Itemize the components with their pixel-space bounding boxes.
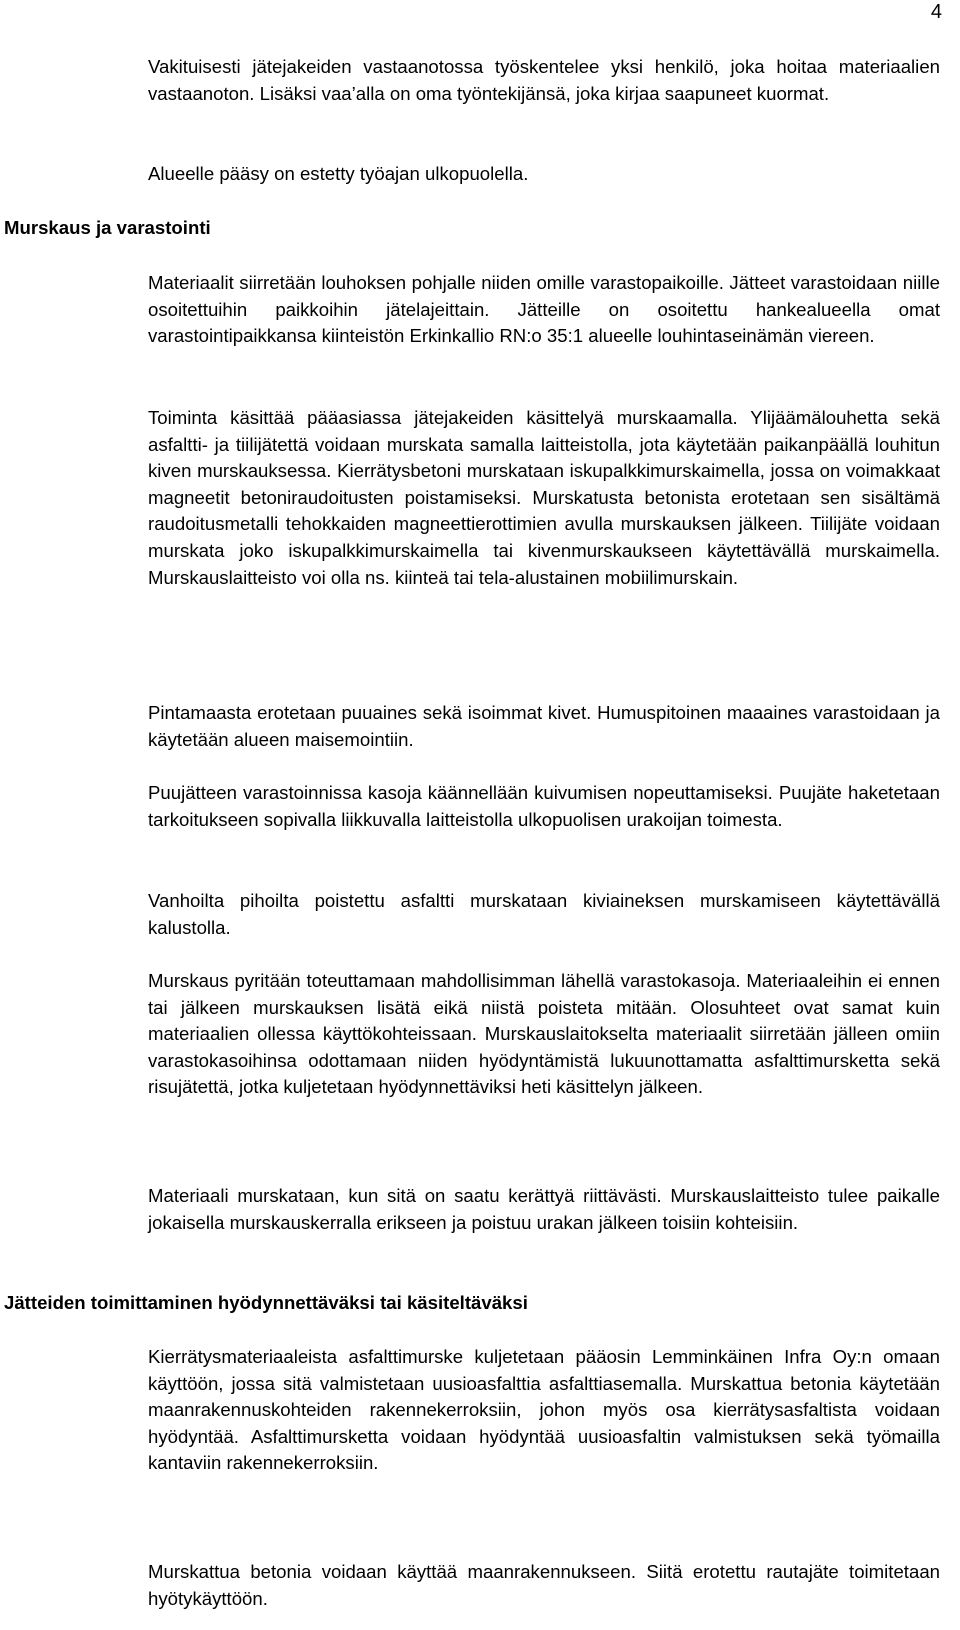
paragraph-woodwaste: Puujätteen varastoinnissa kasoja käännellään kuivumisen nopeuttamiseksi. Puujäte haketetaan tarkoitukseen sopivalla liikkuvalla laitteistolla ulkopuolisen urakoijan toimesta. xyxy=(148,782,940,830)
paragraph-asphalt: Vanhoilta pihoilta poistettu asfaltti murskataan kiviaineksen murskamiseen käytettävällä kalustolla. xyxy=(148,890,940,938)
paragraph-crushing-location: Murskaus pyritään toteuttamaan mahdollisimman lähellä varastokasoja. Materiaaleihin ei ennen tai jälkeen murskauksen lisätä eikä niistä poisteta mitään. Olosuhteet ovat samat kuin materiaalien ollessa käyttökohteissaan. Murskauslaitokselta materiaalit siirretään jälleen omiin varastokasoihinsa odottamaan niiden hyödyntämistä lukuunottamatta asfalttimursketta sekä risujätettä, jotka kuljetetaan hyödynnettäviksi heti käsittelyn jälkeen. xyxy=(148,970,940,1098)
section-heading-crushing-storage: Murskaus ja varastointi xyxy=(4,217,211,238)
paragraph-topsoil: Pintamaasta erotetaan puuaines sekä isoimmat kivet. Humuspitoinen maaaines varastoidaan ja käytetään alueen maisemointiin. xyxy=(148,702,940,750)
paragraph-crushing-schedule: Materiaali murskataan, kun sitä on saatu kerättyä riittävästi. Murskauslaitteisto tulee paikalle jokaisella murskauskerralla erikseen ja poistuu urakan jälkeen toisiin kohteisiin. xyxy=(148,1185,940,1233)
paragraph-staff: Vakituisesti jätejakeiden vastaanotossa työskentelee yksi henkilö, joka hoitaa materiaalien vastaanoton. Lisäksi vaa’alla on oma työntekijänsä, joka kirjaa saapuneet kuormat. xyxy=(148,56,940,104)
page-number: 4 xyxy=(930,1,942,23)
paragraph-access: Alueelle pääsy on estetty työajan ulkopuolella. xyxy=(148,163,529,184)
paragraph-crushing: Toiminta käsittää pääasiassa jätejakeiden käsittelyä murskaamalla. Ylijäämälouhetta sekä asfaltti- ja tiilijätettä voidaan murskata samalla laitteistolla, jota käytetään paikanpäällä louhitun kiven murskauksessa. Kierrätysbetoni murskataan iskupalkkimurskaimella, jossa on voimakkaat magneetit betoniraudoitusten poistamiseksi. Murskatusta betonista erotetaan sen sisältämä raudoitusmetalli tehokkaiden magneettierottimien avulla murskauksen jälkeen. Tiilijäte voidaan murskata joko iskupalkkimurskaimella tai kivenmurskaukseen käytettävällä murskaimella. Murskauslaitteisto voi olla ns. kiinteä tai tela-alustainen mobiilimurskain. xyxy=(148,407,940,588)
paragraph-recycled-materials: Kierrätysmateriaaleista asfalttimurske kuljetetaan pääosin Lemminkäinen Infra Oy:n omaan käyttöön, jossa sitä valmistetaan uusioasfalttia asfalttiasemalla. Murskattua betonia käytetään maanrakennuskohteiden rakennekerroksiin, johon myös osa kierrätysasfaltista voidaan hyödyntää. Asfalttimursketta voidaan hyödyntää uusioasfaltin valmistuksen sekä työmailla kantaviin rakennekerroksiin. xyxy=(148,1346,940,1474)
paragraph-storage: Materiaalit siirretään louhoksen pohjalle niiden omille varastopaikoille. Jätteet varastoidaan niille osoitettuihin paikkoihin jätelajeittain. Jätteille on osoitettu hankealueella omat varastointipaikkansa kiinteistön Erkinkallio RN:o 35:1 alueelle louhintaseinämän viereen. xyxy=(148,272,940,347)
section-heading-waste-delivery: Jätteiden toimittaminen hyödynnettäväksi tai käsiteltäväksi xyxy=(4,1292,528,1313)
paragraph-concrete-use: Murskattua betonia voidaan käyttää maanrakennukseen. Siitä erotettu rautajäte toimitetaan hyötykäyttöön. xyxy=(148,1561,940,1609)
